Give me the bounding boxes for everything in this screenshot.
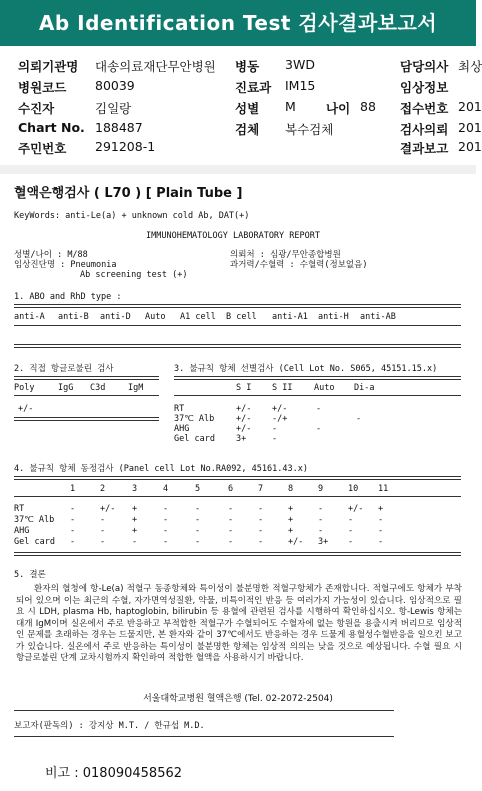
abo-rhd-title: 1. ABO and RhD type : xyxy=(14,292,122,302)
rule xyxy=(14,417,159,421)
lab-report-document xyxy=(0,174,476,791)
memo-line: 비고 : 018090458562 xyxy=(45,766,183,781)
receipt-no-value: 201 xyxy=(458,99,482,114)
abo-header-anti-ab: anti-AB xyxy=(360,312,396,322)
screen-row-label: AHG xyxy=(174,424,190,434)
panel-result-cell: - xyxy=(378,515,384,525)
specimen-label: 검체 xyxy=(235,122,260,137)
panel-result-cell: - xyxy=(100,515,106,525)
panel-result-cell: - xyxy=(70,504,76,514)
screen-result-cell: -/+ xyxy=(272,414,288,424)
panel-result-cell: - xyxy=(348,526,354,536)
ab-id-title: 4. 불규칙 항체 동정검사 (Panel cell Lot No.RA092, 45161.43.x) xyxy=(14,464,308,474)
rule xyxy=(14,304,461,308)
panel-result-cell: - xyxy=(318,526,324,536)
abo-header-anti-d: anti-D xyxy=(100,312,131,322)
panel-result-cell: - xyxy=(228,526,234,536)
rule xyxy=(14,376,159,380)
panel-result-cell: + xyxy=(132,526,138,536)
panel-result-cell: - xyxy=(258,504,264,514)
screen-header-dia: Di-a xyxy=(354,383,375,393)
panel-result-cell: + xyxy=(132,504,138,514)
panel-result-cell: - xyxy=(228,515,234,525)
screen-result-cell: - xyxy=(356,414,362,424)
lab-report-title: IMMUNOHEMATOLOGY LABORATORY REPORT xyxy=(146,231,320,241)
screen-result-cell: - xyxy=(316,404,322,414)
panel-cell-number: 1 xyxy=(70,484,76,494)
dat-header-igm: IgM xyxy=(128,383,144,393)
panel-result-cell: + xyxy=(288,515,294,525)
hospital-code-label: 병원코드 xyxy=(18,80,67,95)
panel-result-cell: - xyxy=(258,526,264,536)
screen-result-cell: - xyxy=(272,434,278,444)
dat-header-c3d: C3d xyxy=(90,383,106,393)
report-heading: 혈액은행검사 ( L70 ) [ Plain Tube ] xyxy=(14,186,243,201)
section-divider xyxy=(0,165,476,174)
reporter-line: 보고자(판독의) : 강지상 M.T. / 한규섭 M.D. xyxy=(14,721,205,731)
panel-row-label: RT xyxy=(14,504,25,514)
abo-header-a1-cell: A1 cell xyxy=(180,312,216,322)
screen-header-si: S I xyxy=(236,383,252,393)
ab-screening-note: Ab screening test (+) xyxy=(80,270,188,280)
sex-label: 성별 xyxy=(235,101,260,116)
rule xyxy=(174,376,461,380)
panel-cell-number: 4 xyxy=(163,484,169,494)
panel-result-cell: - xyxy=(163,504,169,514)
screen-result-cell: +/- xyxy=(236,414,252,424)
panel-result-cell: - xyxy=(163,526,169,536)
panel-result-cell: - xyxy=(228,504,234,514)
transfusion-history: 과거력/수혈력 : 수혈력(정보없음) xyxy=(230,260,368,270)
panel-result-cell: - xyxy=(378,537,384,547)
panel-row-label: AHG xyxy=(14,526,30,536)
panel-cell-number: 3 xyxy=(132,484,138,494)
panel-result-cell: - xyxy=(70,515,76,525)
panel-result-cell: - xyxy=(378,526,384,536)
screen-result-cell: +/- xyxy=(272,404,288,414)
panel-result-cell: - xyxy=(100,526,106,536)
panel-result-cell: + xyxy=(288,526,294,536)
institution-value: 대송의료재단무안병원 xyxy=(95,59,216,74)
panel-result-cell: - xyxy=(195,504,201,514)
abo-header-anti-a1: anti-A1 xyxy=(272,312,308,322)
panel-result-cell: - xyxy=(100,537,106,547)
dat-header-igg: IgG xyxy=(58,383,74,393)
rule xyxy=(14,344,461,348)
panel-result-cell: - xyxy=(195,526,201,536)
abo-header-auto: Auto xyxy=(145,312,166,322)
panel-result-cell: 3+ xyxy=(318,537,329,547)
rule xyxy=(14,476,461,480)
screen-header-sii: S II xyxy=(272,383,293,393)
doctor-label: 담당의사 xyxy=(400,59,449,74)
resident-no-value: 291208-1 xyxy=(95,139,156,154)
rule xyxy=(14,496,461,497)
panel-result-cell: +/- xyxy=(348,504,364,514)
abo-header-anti-h: anti-H xyxy=(318,312,349,322)
panel-result-cell: - xyxy=(195,515,201,525)
rule xyxy=(14,552,461,556)
chart-no-label: Chart No. xyxy=(18,120,85,135)
referring-site: 의뢰처 : 심광/무안종합병원 xyxy=(230,250,341,260)
screen-result-cell: - xyxy=(272,424,278,434)
keywords-line: KeyWords: anti-Le(a) + unknown cold Ab, DAT(+) xyxy=(14,211,250,221)
department-label: 진료과 xyxy=(235,80,272,95)
screen-header-auto: Auto xyxy=(314,383,335,393)
dat-header-poly: Poly xyxy=(14,383,35,393)
panel-result-cell: - xyxy=(258,515,264,525)
report-title-bar: Ab Identification Test 검사결과보고서 xyxy=(0,0,476,46)
ward-label: 병동 xyxy=(235,59,260,74)
panel-result-cell: - xyxy=(348,537,354,547)
hospital-code-value: 80039 xyxy=(95,78,135,93)
institution-label: 의뢰기관명 xyxy=(18,59,79,74)
panel-cell-number: 2 xyxy=(100,484,106,494)
rule xyxy=(174,395,461,396)
hospital-contact: 서울대학교병원 혈액은행 (Tel. 02-2072-2504) xyxy=(143,694,333,704)
rule xyxy=(14,395,159,396)
patient-sex-age: 성별/나이 : M/88 xyxy=(14,250,88,260)
panel-result-cell: - xyxy=(70,537,76,547)
review-date-value: 201 xyxy=(458,120,482,135)
panel-result-cell: - xyxy=(318,504,324,514)
receipt-no-label: 접수번호 xyxy=(400,101,449,116)
chart-no-value: 188487 xyxy=(95,120,143,135)
resident-no-label: 주민번호 xyxy=(18,141,67,156)
panel-cell-number: 8 xyxy=(288,484,294,494)
review-date-label: 검사의뢰 xyxy=(400,122,449,137)
screen-row-label: 37℃ Alb xyxy=(174,414,215,424)
report-date-label: 결과보고 xyxy=(400,141,449,156)
conclusion-text: 환자의 혈청에 항-Le(a) 적혈구 동종항체와 특이성이 불분명한 적혈구항체가 존재합니다. 적혈구에도 항체가 부착되어 있으며 이는 최근의 수혈, 자가면역성질환, 약물, 비특이적인 반응 등 여러가지 가능성이 있습니다. 임상적으로 필요 시 LDH, plasma Hb, haptoglobin, bilirubin 등 용혈에 관련된 검사를 시행하여 확인하십시오. 항-Lewis 항체는 대개 IgM이며 실온에서 주로 반응하고 부적합한 적혈구가 수혈되어도 수혈자에 없는 항원을 용출시켜 버리므로 임상적인 문제를 초래하는 경우는 드물지만, 본 환자와 같이 37℃에서도 반응하는 경우 드물게 용혈성수혈반응을 일으킨 보고가 있습니다. 실온에서 주로 반응하는 특이성이 불분명한 항체는 임상적 의의는 낮을 것으로 예상됩니다. 수혈 필요 시 항글로불린 단계 교차시험까지 확인하여 적합한 혈액을 사용하시기 바랍니다. xyxy=(16,584,462,663)
panel-result-cell: + xyxy=(132,515,138,525)
patient-info-panel xyxy=(0,50,482,160)
panel-result-cell: - xyxy=(132,537,138,547)
panel-result-cell: - xyxy=(318,515,324,525)
panel-result-cell: - xyxy=(228,537,234,547)
screen-result-cell: - xyxy=(316,424,322,434)
report-date-value: 201 xyxy=(458,139,482,154)
rule xyxy=(14,325,461,326)
panel-result-cell: + xyxy=(378,504,384,514)
panel-result-cell: - xyxy=(258,537,264,547)
age-label: 나이 xyxy=(326,101,351,116)
panel-result-cell: - xyxy=(163,515,169,525)
conclusion-title: 5. 결론 xyxy=(14,570,46,580)
abo-header-anti-a: anti-A xyxy=(14,312,45,322)
abo-header-b-cell: B cell xyxy=(226,312,257,322)
panel-cell-number: 9 xyxy=(318,484,324,494)
panel-result-cell: - xyxy=(163,537,169,547)
panel-result-cell: - xyxy=(70,526,76,536)
ward-value: 3WD xyxy=(285,57,315,72)
rule xyxy=(14,736,394,737)
dat-title: 2. 직접 항글로불린 검사 xyxy=(14,364,114,374)
doctor-value: 최상 xyxy=(458,59,482,74)
collector-value: 김일랑 xyxy=(95,101,132,116)
panel-row-label: 37℃ Alb xyxy=(14,515,55,525)
age-value: 88 xyxy=(360,99,376,114)
panel-result-cell: - xyxy=(348,515,354,525)
panel-cell-number: 7 xyxy=(258,484,264,494)
panel-cell-number: 11 xyxy=(378,484,389,494)
rule xyxy=(14,710,394,711)
sex-value: M xyxy=(285,99,296,114)
panel-result-cell: +/- xyxy=(288,537,304,547)
panel-result-cell: + xyxy=(288,504,294,514)
collector-label: 수진자 xyxy=(18,101,55,116)
panel-result-cell: +/- xyxy=(100,504,116,514)
dat-value-poly: +/- xyxy=(18,404,34,414)
panel-cell-number: 10 xyxy=(348,484,359,494)
screen-row-label: Gel card xyxy=(174,434,215,444)
panel-cell-number: 5 xyxy=(195,484,201,494)
panel-result-cell: - xyxy=(195,537,201,547)
clinical-diagnosis: 임상진단명 : Pneumonia xyxy=(14,260,117,270)
screen-row-label: RT xyxy=(174,404,185,414)
panel-row-label: Gel card xyxy=(14,537,55,547)
ab-screen-title: 3. 불규칙 항체 선별검사 (Cell Lot No. S065, 45151.15.x) xyxy=(174,364,438,374)
screen-result-cell: +/- xyxy=(236,404,252,414)
screen-result-cell: 3+ xyxy=(236,434,247,444)
screen-result-cell: +/- xyxy=(236,424,252,434)
panel-cell-number: 6 xyxy=(228,484,234,494)
abo-header-anti-b: anti-B xyxy=(58,312,89,322)
clinical-info-label: 임상정보 xyxy=(400,80,449,95)
department-value: IM15 xyxy=(285,78,316,93)
specimen-value: 복수검체 xyxy=(285,122,334,137)
